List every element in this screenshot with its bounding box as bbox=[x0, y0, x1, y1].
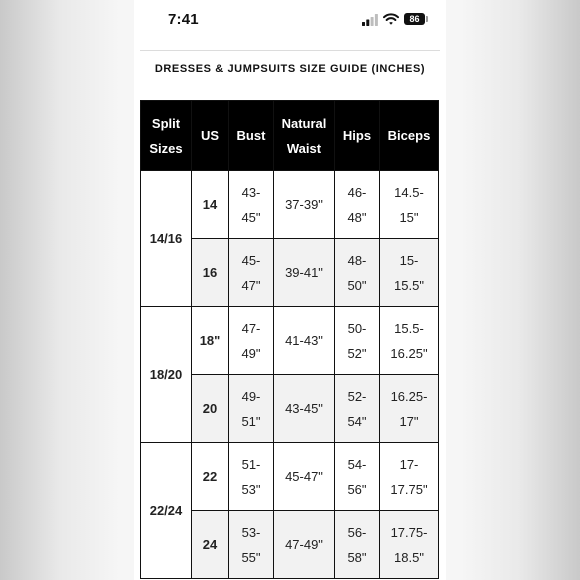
bust-cell: 51- 53" bbox=[229, 443, 274, 511]
header-us: US bbox=[192, 101, 229, 171]
biceps-cell: 14.5- 15" bbox=[380, 171, 439, 239]
waist-cell: 45-47" bbox=[274, 443, 335, 511]
biceps-cell: 15- 15.5" bbox=[380, 239, 439, 307]
waist-cell: 37-39" bbox=[274, 171, 335, 239]
bust-cell: 45- 47" bbox=[229, 239, 274, 307]
divider bbox=[140, 50, 440, 51]
header-bust: Bust bbox=[229, 101, 274, 171]
waist-cell: 39-41" bbox=[274, 239, 335, 307]
battery-tip bbox=[426, 16, 428, 22]
clock: 7:41 bbox=[168, 11, 199, 28]
wifi-icon bbox=[383, 12, 399, 26]
split-size-cell: 22/24 bbox=[141, 443, 192, 579]
header-natural-waist: Natural Waist bbox=[274, 101, 335, 171]
us-size-cell: 24 bbox=[192, 511, 229, 579]
bust-cell: 53- 55" bbox=[229, 511, 274, 579]
biceps-cell: 17- 17.75" bbox=[380, 443, 439, 511]
page-title: DRESSES & JUMPSUITS SIZE GUIDE (INCHES) bbox=[154, 63, 426, 75]
header-split-sizes: Split Sizes bbox=[141, 101, 192, 171]
hips-cell: 48- 50" bbox=[335, 239, 380, 307]
us-size-cell: 20 bbox=[192, 375, 229, 443]
waist-cell: 47-49" bbox=[274, 511, 335, 579]
size-guide-table bbox=[140, 100, 439, 579]
waist-cell: 43-45" bbox=[274, 375, 335, 443]
header-hips: Hips bbox=[335, 101, 380, 171]
split-size-cell: 14/16 bbox=[141, 171, 192, 307]
hips-cell: 52- 54" bbox=[335, 375, 380, 443]
biceps-cell: 16.25- 17" bbox=[380, 375, 439, 443]
status-bar bbox=[134, 0, 446, 40]
bust-cell: 49- 51" bbox=[229, 375, 274, 443]
table-row bbox=[141, 171, 439, 239]
signal-icon bbox=[362, 14, 378, 26]
us-size-cell: 18" bbox=[192, 307, 229, 375]
us-size-cell: 14 bbox=[192, 171, 229, 239]
table-row bbox=[141, 307, 439, 375]
us-size-cell: 16 bbox=[192, 239, 229, 307]
biceps-cell: 15.5- 16.25" bbox=[380, 307, 439, 375]
hips-cell: 56- 58" bbox=[335, 511, 380, 579]
phone-screen bbox=[134, 0, 446, 580]
battery-icon: 86 bbox=[404, 13, 425, 25]
header-biceps: Biceps bbox=[380, 101, 439, 171]
waist-cell: 41-43" bbox=[274, 307, 335, 375]
hips-cell: 50- 52" bbox=[335, 307, 380, 375]
hips-cell: 54- 56" bbox=[335, 443, 380, 511]
hips-cell: 46- 48" bbox=[335, 171, 380, 239]
table-row bbox=[141, 443, 439, 511]
us-size-cell: 22 bbox=[192, 443, 229, 511]
bust-cell: 43- 45" bbox=[229, 171, 274, 239]
table-header-row bbox=[141, 101, 439, 171]
bust-cell: 47- 49" bbox=[229, 307, 274, 375]
biceps-cell: 17.75- 18.5" bbox=[380, 511, 439, 579]
split-size-cell: 18/20 bbox=[141, 307, 192, 443]
